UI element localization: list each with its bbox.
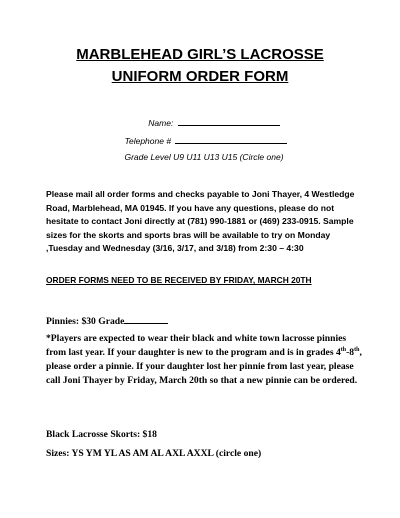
name-field-row: [14, 116, 400, 129]
name-blank-line[interactable]: [178, 116, 280, 126]
players-note-superscript-1: th: [340, 346, 347, 353]
grade-level-label: Grade Level U9 U11 U13 U15 (Circle one): [124, 152, 284, 162]
telephone-label: Telephone #: [124, 136, 172, 146]
players-note-part-3: , please order a pinnie. If your daughter lost her pinnie from last year, please call Joni Thayer by Friday, March 20th so that a new pinnie can be ordered.: [46, 347, 362, 386]
form-title-line-1: MARBLEHEAD GIRL’S LACROSSE: [76, 46, 324, 63]
skorts-label: Black Lacrosse Skorts: $18: [46, 429, 157, 440]
name-label: Name:: [148, 118, 174, 128]
form-title-line-2: UNIFORM ORDER FORM: [111, 68, 289, 85]
players-note-superscript-2: th: [354, 346, 360, 353]
telephone-field-row: [6, 134, 400, 147]
mail-instructions: Please mail all order forms and checks payable to Joni Thayer, 4 Westledge Road, Marblehead, MA 01945. If you have any questions, please do not hesitate to contact Joni directly at (781) 990-1881 or (469) 233-0915. Sample sizes for the skorts and sports bras will be available to try on Monday ,Tuesday and Wednesday (3/16, 3/17, and 3/18) from 2:30 – 4:30: [46, 189, 355, 254]
pinnies-grade-blank-line[interactable]: [124, 313, 168, 324]
players-note-part-2: -8: [346, 347, 355, 358]
telephone-blank-line[interactable]: [175, 134, 287, 144]
players-note: [46, 332, 366, 388]
deadline-notice: ORDER FORMS NEED TO BE RECEIVED BY FRIDAY, MARCH 20TH: [46, 275, 312, 285]
pinnies-row: [46, 313, 366, 329]
players-note-part-1: *Players are expected to wear their black and white town lacrosse pinnies from last year. If your daughter is new to the program and is in grades 4: [46, 333, 347, 358]
sizes-label: Sizes: YS YM YL AS AM AL AXL AXXL (circle one): [46, 448, 262, 459]
pinnies-label: Pinnies: $30 Grade: [46, 316, 125, 327]
